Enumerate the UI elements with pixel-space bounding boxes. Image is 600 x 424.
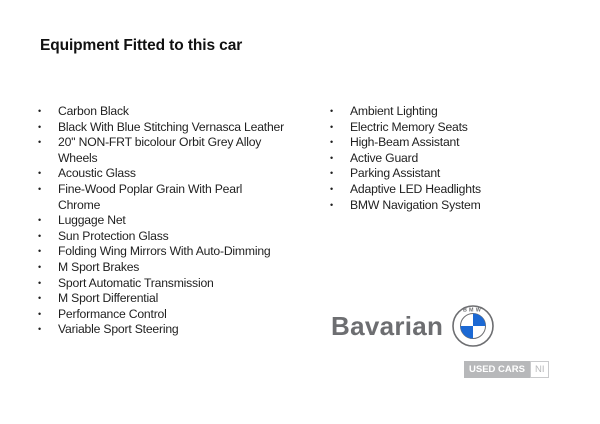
bullet-icon: • (38, 293, 41, 304)
equipment-label: High-Beam Assistant (350, 135, 460, 150)
list-item (328, 104, 578, 120)
list-item (36, 244, 286, 260)
equipment-label: Performance Control (58, 306, 167, 321)
page-title: Equipment Fitted to this car (40, 37, 243, 54)
bullet-icon: • (38, 183, 41, 194)
list-item (36, 120, 286, 136)
used-cars-label: USED CARS (464, 361, 530, 378)
equipment-label: Luggage Net (58, 213, 126, 228)
equipment-list-right (328, 104, 578, 213)
list-item (36, 291, 286, 307)
bullet-icon: • (38, 121, 41, 132)
list-item (36, 307, 286, 323)
equipment-label: Active Guard (350, 150, 419, 165)
equipment-list-left (36, 104, 286, 338)
list-item (36, 135, 286, 166)
equipment-label: Fine-Wood Poplar Grain With Pearl Chrome (58, 181, 243, 212)
list-item (36, 276, 286, 292)
list-item (328, 166, 578, 182)
equipment-label: Folding Wing Mirrors With Auto-Dimming (58, 244, 271, 259)
list-item (328, 151, 578, 167)
equipment-label: Acoustic Glass (58, 166, 136, 181)
bullet-icon: • (38, 215, 41, 226)
equipment-label: BMW Navigation System (350, 197, 481, 212)
bullet-icon: • (38, 324, 41, 335)
list-item (36, 182, 286, 213)
list-item (328, 120, 578, 136)
bullet-icon: • (38, 308, 41, 319)
bullet-icon: • (38, 246, 41, 257)
equipment-label: M Sport Brakes (58, 259, 140, 274)
bullet-icon: • (330, 137, 333, 148)
equipment-label: Electric Memory Seats (350, 119, 468, 134)
bullet-icon: • (330, 199, 333, 210)
equipment-label: Carbon Black (58, 104, 129, 118)
bullet-icon: • (330, 168, 333, 179)
bullet-icon: • (330, 106, 333, 116)
list-item (36, 213, 286, 229)
bullet-icon: • (38, 277, 41, 288)
equipment-label: Sport Automatic Transmission (58, 275, 214, 290)
bmw-letters: BMW (462, 307, 484, 314)
bullet-icon: • (330, 121, 333, 132)
bullet-icon: • (330, 183, 333, 194)
region-label: NI (530, 361, 550, 378)
bullet-icon: • (38, 106, 41, 116)
equipment-label: Ambient Lighting (350, 104, 438, 118)
list-item (36, 104, 286, 120)
list-item (36, 229, 286, 245)
bullet-icon: • (330, 152, 333, 163)
list-item (36, 260, 286, 276)
bullet-icon: • (38, 168, 41, 179)
list-item (328, 182, 578, 198)
equipment-label: Adaptive LED Headlights (350, 181, 481, 196)
equipment-label: 20'' NON-FRT bicolour Orbit Grey Alloy Wheels (58, 135, 262, 165)
equipment-label: M Sport Differential (58, 291, 159, 306)
equipment-label: Variable Sport Steering (58, 322, 179, 337)
list-item (36, 322, 286, 338)
bullet-icon: • (38, 137, 41, 148)
list-item (328, 135, 578, 151)
dealer-brand (331, 305, 501, 351)
bullet-icon: • (38, 230, 41, 241)
equipment-label: Black With Blue Stitching Vernasca Leather (58, 119, 284, 134)
equipment-label: Parking Assistant (350, 166, 441, 181)
dealer-wordmark: Bavarian (331, 311, 444, 341)
bmw-roundel-icon (452, 305, 494, 347)
list-item (36, 166, 286, 182)
list-item (328, 198, 578, 214)
bullet-icon: • (38, 261, 41, 272)
equipment-label: Sun Protection Glass (58, 228, 169, 243)
used-cars-badge (464, 361, 549, 378)
